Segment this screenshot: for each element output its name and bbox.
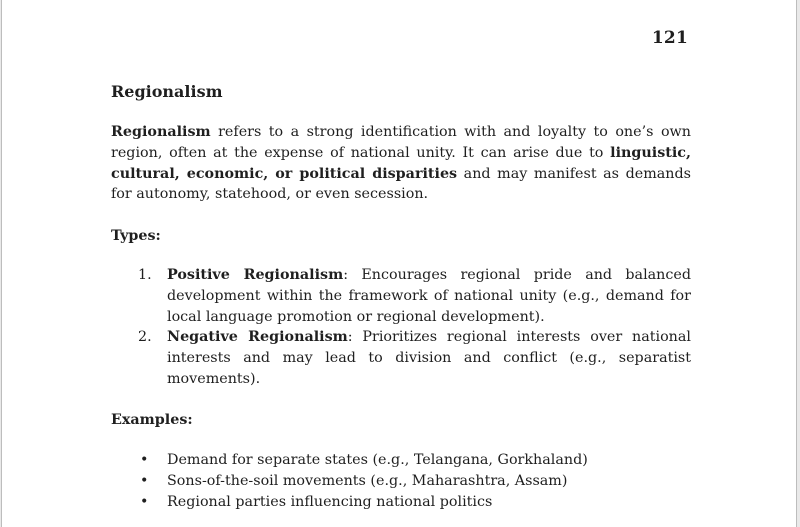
intro-emphasis: linguistic, cultural, economic, or political disparities [111, 144, 691, 182]
intro-term: Regionalism [111, 124, 211, 140]
bullet-icon: • [140, 473, 149, 489]
bullet-icon: • [140, 494, 149, 510]
list-number: 2. [138, 329, 152, 346]
example-text: Regional parties influencing national politics [167, 494, 493, 510]
page-number: 121 [651, 28, 688, 48]
document-page [1, 0, 797, 527]
intro-text-part1: refers to a strong identification with and loyalty to one’s own region, often at the expense of national unity. It can arise due to [111, 124, 691, 161]
examples-label: Examples: [111, 412, 193, 428]
types-label: Types: [111, 228, 161, 244]
types-list [111, 265, 691, 390]
list-number: 1. [138, 267, 152, 283]
examples-list [111, 450, 691, 513]
bullet-icon: • [140, 452, 149, 468]
types-list-item [111, 265, 691, 327]
examples-list-item [111, 492, 691, 513]
examples-list-item [111, 471, 691, 492]
examples-list-item [111, 450, 691, 471]
types-list-item [111, 327, 691, 389]
type-description: : Prioritizes regional interests over national interests and may lead to division and conflict (e.g., separatist movements). [167, 329, 691, 387]
example-text: Sons-of-the-soil movements (e.g., Maharashtra, Assam) [167, 473, 568, 489]
section-heading: Regionalism [111, 82, 223, 101]
type-term: Positive Regionalism [167, 267, 344, 283]
intro-paragraph [111, 122, 691, 205]
example-text: Demand for separate states (e.g., Telangana, Gorkhaland) [167, 452, 588, 468]
intro-text-part2: and may manifest as demands for autonomy, statehood, or even secession. [111, 165, 691, 203]
type-description: : Encourages regional pride and balanced development within the framework of national unity (e.g., demand for local language promotion or regional development). [167, 267, 691, 325]
type-term: Negative Regionalism [167, 329, 348, 346]
